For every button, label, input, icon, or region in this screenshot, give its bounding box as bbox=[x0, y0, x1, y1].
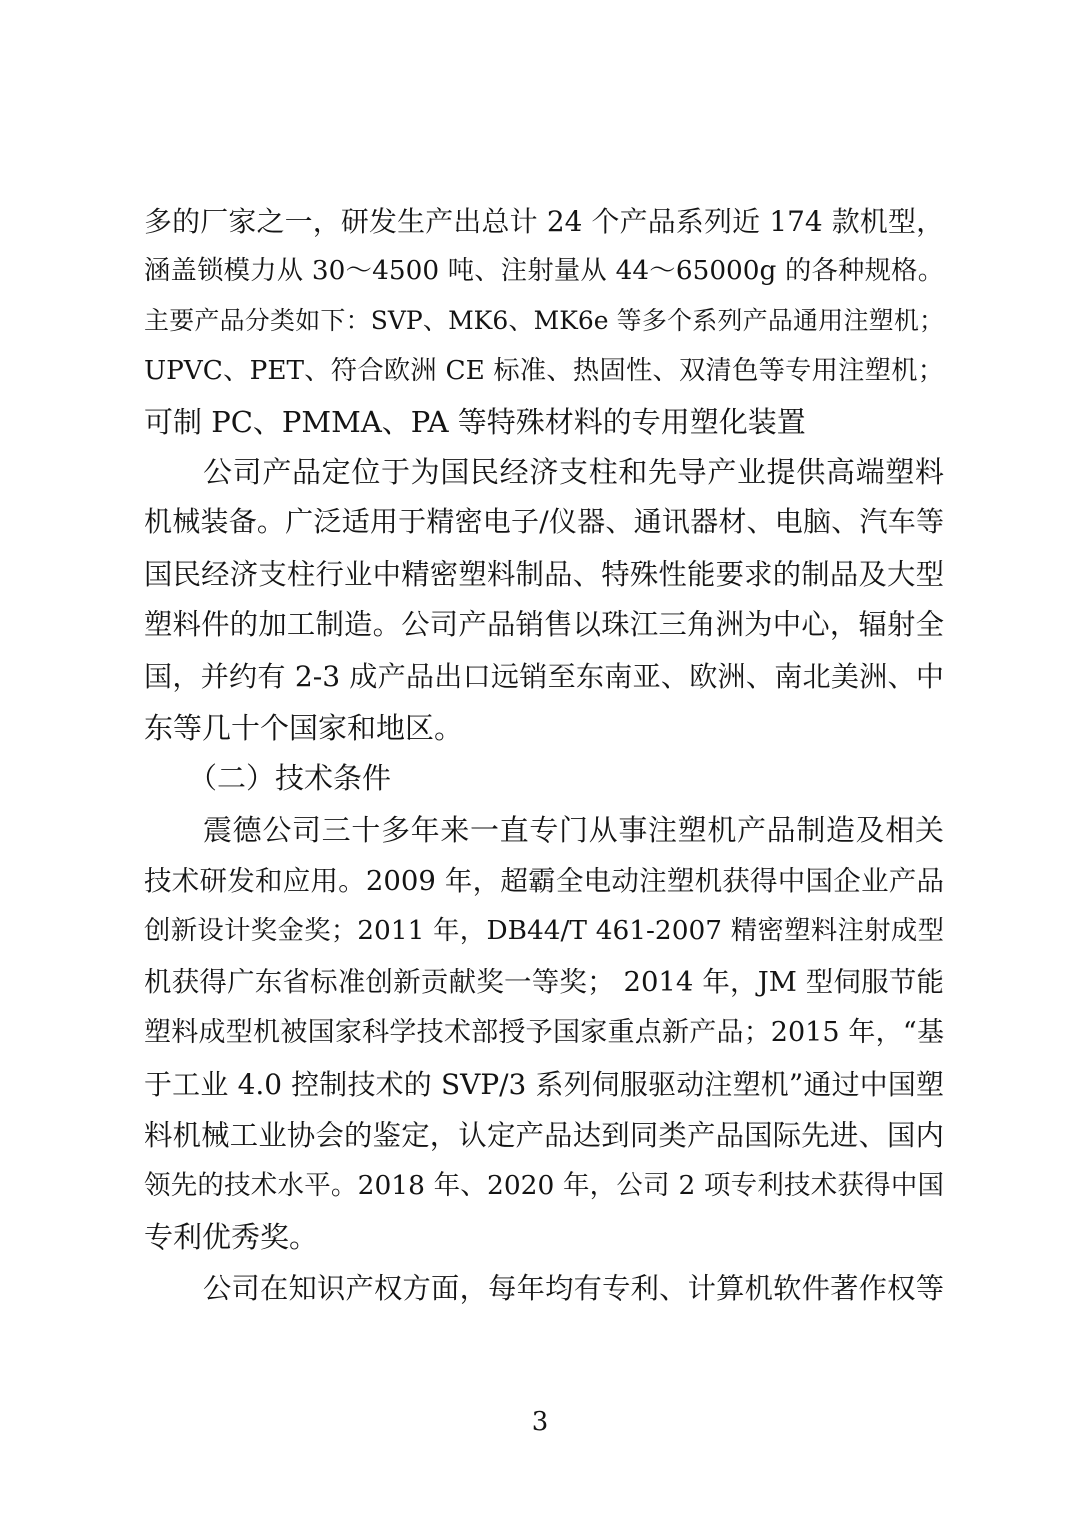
text-line: UPVC、PET、符合欧洲 CE 标准、热固性、双清色等专用注塑机； bbox=[144, 356, 944, 386]
text-line: 创新设计奖金奖；2011 年，DB44/T 461-2007 精密塑料注射成型 bbox=[144, 916, 944, 946]
text-line: 于工业 4.0 控制技术的 SVP/3 系列伺服驱动注塑机”通过中国塑 bbox=[144, 1068, 944, 1101]
text-line: 国民经济支柱行业中精密塑料制品、特殊性能要求的制品及大型 bbox=[144, 558, 944, 591]
text-line: 领先的技术水平。2018 年、2020 年，公司 2 项专利技术获得中国 bbox=[144, 1170, 944, 1201]
text-line: 东等几十个国家和地区。 bbox=[144, 711, 464, 745]
text-line: 可制 PC、PMMA、PA 等特殊材料的专用塑化装置 bbox=[144, 405, 806, 439]
text-line: 料机械工业协会的鉴定，认定产品达到同类产品国际先进、国内 bbox=[144, 1119, 944, 1152]
text-line: 多的厂家之一，研发生产出总计 24 个产品系列近 174 款机型， bbox=[144, 205, 944, 238]
text-line: 涵盖锁模力从 30～4500 吨、注射量从 44～65000g 的各种规格。 bbox=[144, 256, 944, 286]
text-line: 主要产品分类如下：SVP、MK6、MK6e 等多个系列产品通用注塑机； bbox=[144, 306, 944, 335]
text-line: 公司在知识产权方面，每年均有专利、计算机软件著作权等 bbox=[203, 1272, 944, 1305]
text-line: 机获得广东省标准创新贡献奖一等奖； 2014 年，JM 型伺服节能 bbox=[144, 967, 944, 998]
text-line: 公司产品定位于为国民经济支柱和先导产业提供高端塑料 bbox=[203, 455, 944, 489]
text-line: 专利优秀奖。 bbox=[144, 1220, 319, 1254]
text-line: 技术研发和应用。2009 年，超霸全电动注塑机获得中国企业产品 bbox=[144, 865, 944, 897]
text-line: 国，并约有 2-3 成产品出口远销至东南亚、欧洲、南北美洲、中 bbox=[144, 660, 944, 693]
section-heading: （二）技术条件 bbox=[188, 761, 392, 795]
text-line: 塑料成型机被国家科学技术部授予国家重点新产品；2015 年，“基 bbox=[144, 1017, 944, 1048]
page-number: 3 bbox=[531, 1407, 549, 1437]
text-line: 震德公司三十多年来一直专门从事注塑机产品制造及相关 bbox=[203, 813, 944, 847]
text-line: 塑料件的加工制造。公司产品销售以珠江三角洲为中心，辐射全 bbox=[144, 608, 944, 641]
text-line: 机械装备。广泛适用于精密电子/仪器、通讯器材、电脑、汽车等 bbox=[144, 505, 944, 538]
